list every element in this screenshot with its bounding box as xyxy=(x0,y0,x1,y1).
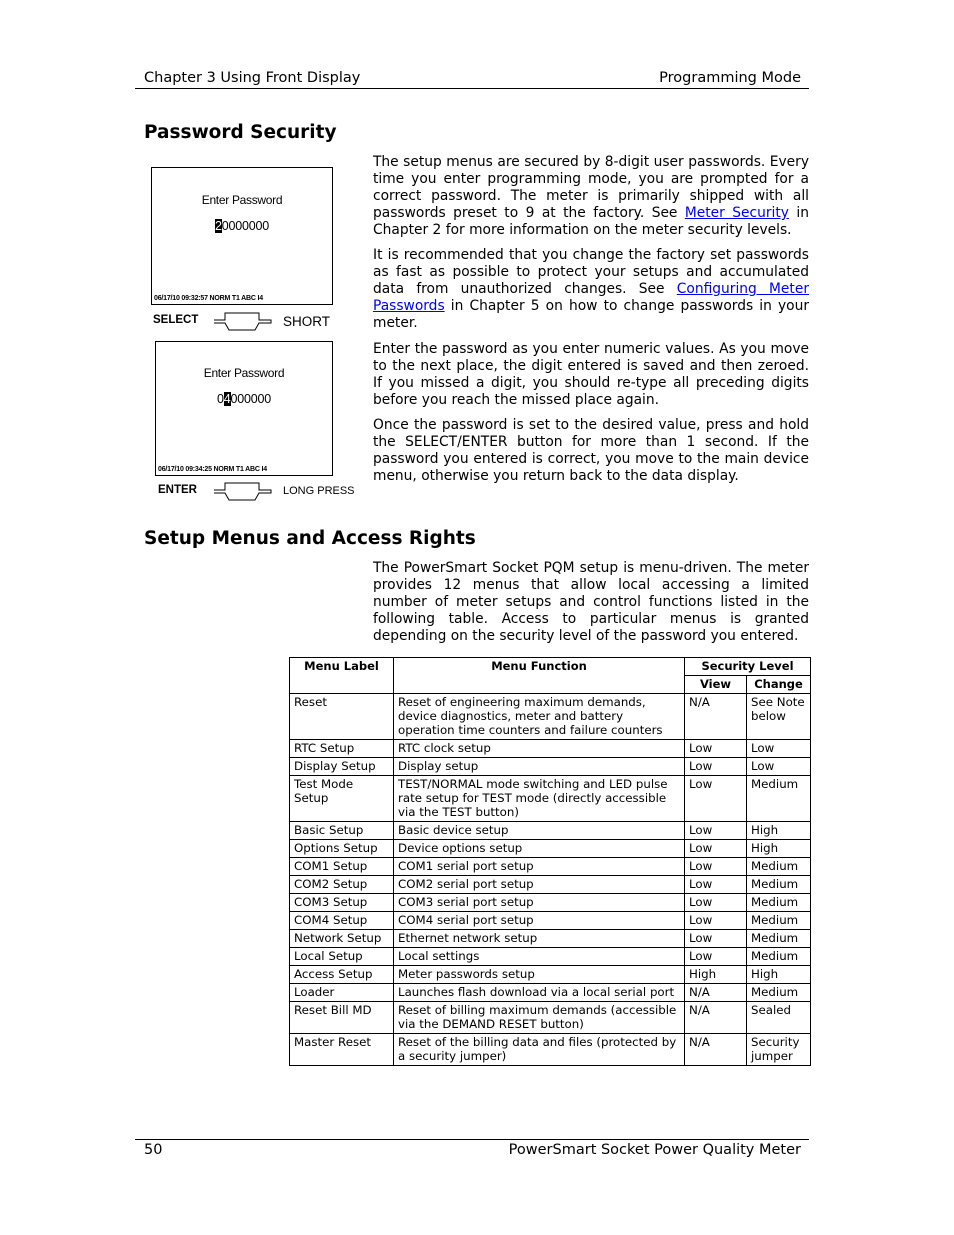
table-row xyxy=(290,1034,811,1066)
cell-view: Low xyxy=(685,912,747,930)
lcd-status-bar: 06/17/10 09:34:25 NORM T1 ABC I4 xyxy=(158,466,267,473)
cell-view: Low xyxy=(685,740,747,758)
cell-change: Medium xyxy=(747,894,811,912)
cell-function: Launches flash download via a local serial port xyxy=(394,984,685,1002)
link-meter-security[interactable]: Meter Security xyxy=(684,205,789,221)
cell-change: Low xyxy=(747,758,811,776)
lcd-password-value: 04000000 xyxy=(216,392,272,406)
column-header-menu-function: Menu Function xyxy=(394,658,685,694)
lcd-display-enter-password xyxy=(155,341,333,476)
cell-label: COM2 Setup xyxy=(290,876,394,894)
cell-change: High xyxy=(747,966,811,984)
cell-function: Reset of engineering maximum demands, device diagnostics, meter and battery operation time counters and failure counters xyxy=(394,694,685,740)
cell-change: See Note below xyxy=(747,694,811,740)
section-title-password-security: Password Security xyxy=(144,122,337,143)
lcd-title: Enter Password xyxy=(201,193,283,207)
paragraph: Enter the password as you enter numeric values. As you move to the next place, the digit entered is saved and then zeroed. If you missed a digit, you should re-type all preceding digits before you reach the missed place again. xyxy=(373,341,809,408)
cell-view: N/A xyxy=(685,1034,747,1066)
paragraph: The PowerSmart Socket PQM setup is menu-driven. The meter provides 12 menus that allow local accessing a limited number of meter setups and control functions listed in the following table. Access to particular menus is granted depending on the security level of the password you entered. xyxy=(373,560,809,644)
table-row xyxy=(290,822,811,840)
header-chapter: Chapter 3 Using Front Display xyxy=(144,70,361,86)
cell-change: Medium xyxy=(747,930,811,948)
cell-view: Low xyxy=(685,894,747,912)
table-row xyxy=(290,758,811,776)
lcd-cursor-digit: 4 xyxy=(223,392,231,406)
cell-view: Low xyxy=(685,776,747,822)
cell-change: Medium xyxy=(747,858,811,876)
cell-change: Low xyxy=(747,740,811,758)
table-row xyxy=(290,948,811,966)
cell-function: Basic device setup xyxy=(394,822,685,840)
cell-label: COM3 Setup xyxy=(290,894,394,912)
cell-change: Medium xyxy=(747,776,811,822)
cell-label: Display Setup xyxy=(290,758,394,776)
footer-rule xyxy=(135,1139,809,1140)
menu-access-table xyxy=(289,657,811,1066)
lcd-password-value: 20000000 xyxy=(214,219,270,233)
cell-change: Medium xyxy=(747,948,811,966)
section-title-setup-menus: Setup Menus and Access Rights xyxy=(144,528,476,549)
cell-label: COM4 Setup xyxy=(290,912,394,930)
table-row xyxy=(290,912,811,930)
cell-view: N/A xyxy=(685,1002,747,1034)
link-configuring-meter-passwords[interactable]: Configuring Meter Passwords xyxy=(373,281,809,314)
cell-label: Access Setup xyxy=(290,966,394,984)
cell-change: Medium xyxy=(747,876,811,894)
cell-change: Security jumper xyxy=(747,1034,811,1066)
cell-label: Test Mode Setup xyxy=(290,776,394,822)
paragraph: The setup menus are secured by 8-digit user passwords. Every time you enter programming mode, you are prompted for a correct password. The meter is primarily shipped with all passwords preset to 9 at the factory. See Meter Security in Chapter 2 for more information on the meter security levels. xyxy=(373,154,809,238)
cell-label: Reset Bill MD xyxy=(290,1002,394,1034)
table-row xyxy=(290,1002,811,1034)
press-type-long: LONG PRESS xyxy=(283,485,355,497)
cell-function: Device options setup xyxy=(394,840,685,858)
cell-label: RTC Setup xyxy=(290,740,394,758)
cell-label: Options Setup xyxy=(290,840,394,858)
footer-title: PowerSmart Socket Power Quality Meter xyxy=(508,1142,801,1158)
cell-function: COM1 serial port setup xyxy=(394,858,685,876)
table-row xyxy=(290,894,811,912)
cell-function: RTC clock setup xyxy=(394,740,685,758)
column-header-security-level: Security Level xyxy=(685,658,811,676)
lcd-cursor-digit: 2 xyxy=(214,219,222,233)
cell-change: Medium xyxy=(747,912,811,930)
cell-view: N/A xyxy=(685,694,747,740)
cell-label: Reset xyxy=(290,694,394,740)
lcd-status-bar: 06/17/10 09:32:57 NORM T1 ABC I4 xyxy=(154,295,263,302)
cell-view: Low xyxy=(685,948,747,966)
cell-function: TEST/NORMAL mode switching and LED pulse rate setup for TEST mode (directly accessible via the TEST button) xyxy=(394,776,685,822)
table-row xyxy=(290,776,811,822)
cell-change: High xyxy=(747,822,811,840)
column-header-change: Change xyxy=(747,676,811,694)
cell-function: COM3 serial port setup xyxy=(394,894,685,912)
cell-label: Basic Setup xyxy=(290,822,394,840)
table-row xyxy=(290,930,811,948)
select-button-label: SELECT xyxy=(153,314,199,326)
cell-label: Network Setup xyxy=(290,930,394,948)
cell-function: Ethernet network setup xyxy=(394,930,685,948)
table-row xyxy=(290,984,811,1002)
cell-view: Low xyxy=(685,858,747,876)
cell-view: High xyxy=(685,966,747,984)
page-number: 50 xyxy=(144,1142,163,1158)
cell-function: COM4 serial port setup xyxy=(394,912,685,930)
table-row xyxy=(290,694,811,740)
press-type-short: SHORT xyxy=(283,314,331,329)
lcd-title: Enter Password xyxy=(203,366,285,380)
cell-view: Low xyxy=(685,840,747,858)
header-rule xyxy=(135,88,809,89)
cell-label: Local Setup xyxy=(290,948,394,966)
table-row xyxy=(290,876,811,894)
cell-label: COM1 Setup xyxy=(290,858,394,876)
cell-view: Low xyxy=(685,930,747,948)
cell-view: Low xyxy=(685,876,747,894)
cell-function: Reset of the billing data and files (protected by a security jumper) xyxy=(394,1034,685,1066)
cell-change: Medium xyxy=(747,984,811,1002)
cell-view: N/A xyxy=(685,984,747,1002)
table-row xyxy=(290,740,811,758)
column-header-view: View xyxy=(685,676,747,694)
cell-function: COM2 serial port setup xyxy=(394,876,685,894)
table-row xyxy=(290,840,811,858)
button-press-arrow-icon xyxy=(213,312,273,332)
cell-function: Local settings xyxy=(394,948,685,966)
cell-function: Display setup xyxy=(394,758,685,776)
cell-view: Low xyxy=(685,758,747,776)
enter-button-label: ENTER xyxy=(158,484,197,496)
cell-change: Sealed xyxy=(747,1002,811,1034)
header-section: Programming Mode xyxy=(659,70,801,86)
cell-label: Loader xyxy=(290,984,394,1002)
cell-change: High xyxy=(747,840,811,858)
cell-view: Low xyxy=(685,822,747,840)
table-row xyxy=(290,858,811,876)
cell-function: Meter passwords setup xyxy=(394,966,685,984)
table-row xyxy=(290,966,811,984)
cell-function: Reset of billing maximum demands (accessible via the DEMAND RESET button) xyxy=(394,1002,685,1034)
column-header-menu-label: Menu Label xyxy=(290,658,394,694)
lcd-display-enter-password xyxy=(151,167,333,305)
button-press-arrow-icon xyxy=(213,482,273,502)
paragraph: It is recommended that you change the factory set passwords as fast as possible to protect your setups and accumulated data from unauthorized changes. See Configuring Meter Passwords in Chapter 5 on how to change passwords in your meter. xyxy=(373,247,809,331)
paragraph: Once the password is set to the desired value, press and hold the SELECT/ENTER button for more than 1 second. If the password you entered is correct, you move to the main device menu, otherwise you return back to the data display. xyxy=(373,417,809,484)
cell-label: Master Reset xyxy=(290,1034,394,1066)
